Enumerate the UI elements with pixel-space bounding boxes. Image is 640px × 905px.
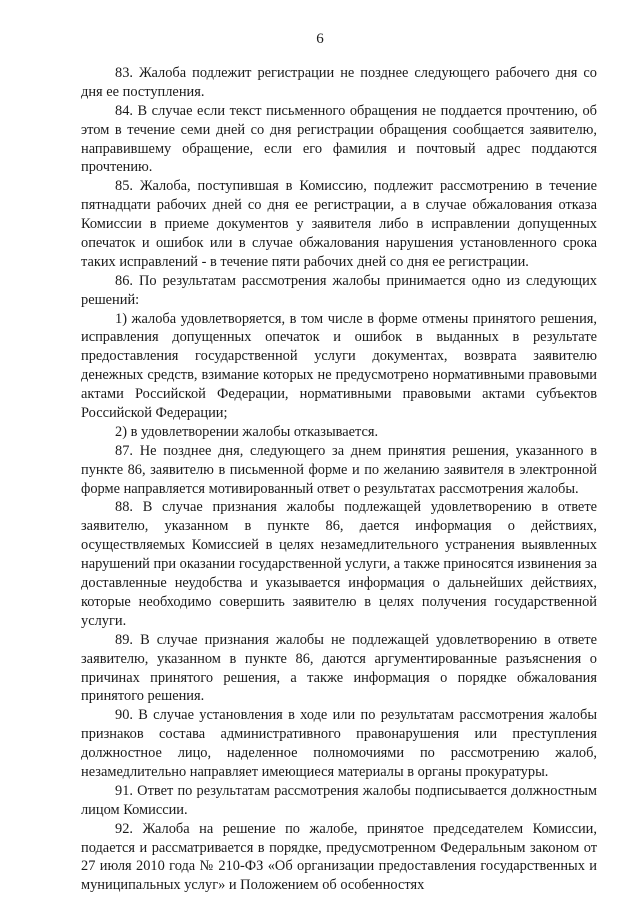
paragraph-84: 84. В случае если текст письменного обращения не поддается прочтению, об этом в течение семи дней со дня регистрации обращения сообщается заявителю, направившему обращение, если его фамилия и почтовый адрес поддаются прочтению. <box>81 102 597 176</box>
paragraph-86-item-1: 1) жалоба удовлетворяется, в том числе в форме отмены принятого решения, исправления допущенных опечаток и ошибок в выданных в результате предоставления государственной услуги документах, возврата заявителю денежных средств, взимание которых не предусмотрено нормативными правовыми актами Российской Федерации, нормативными правовыми актами субъектов Российской Федерации; <box>81 310 597 422</box>
paragraph-89: 89. В случае признания жалобы не подлежащей удовлетворению в ответе заявителю, указанном в пункте 86, даются аргументированные разъяснения о причинах принятого решения, а также информация о порядке обжалования принятого решения. <box>81 631 597 705</box>
document-body <box>81 64 597 895</box>
paragraph-85: 85. Жалоба, поступившая в Комиссию, подлежит рассмотрению в течение пятнадцати рабочих дней со дня ее регистрации, а в случае обжалования отказа Комиссии в приеме документов у заявителя либо в исправлении допущенных опечаток и ошибок или в случае обжалования нарушения установленного срока таких исправлений - в течение пяти рабочих дней со дня ее регистрации. <box>81 178 597 270</box>
paragraph-83: 83. Жалоба подлежит регистрации не позднее следующего рабочего дня со дня ее поступления. <box>81 65 597 100</box>
paragraph-91: 91. Ответ по результатам рассмотрения жалобы подписывается должностным лицом Комиссии. <box>81 782 597 818</box>
paragraph-87: 87. Не позднее дня, следующего за днем принятия решения, указанного в пункте 86, заявителю в письменной форме и по желанию заявителя в электронной форме направляется мотивированный ответ о результатах рассмотрения жалобы. <box>81 442 597 497</box>
page-number: 6 <box>316 31 324 47</box>
paragraph-86-item-2: 2) в удовлетворении жалобы отказывается. <box>115 423 379 440</box>
paragraph-86: 86. По результатам рассмотрения жалобы принимается одно из следующих решений: <box>81 272 597 308</box>
paragraph-92: 92. Жалоба на решение по жалобе, принятое председателем Комиссии, подается и рассматривается в порядке, предусмотренном Федеральным законом от 27 июля 2010 года № 210-ФЗ «Об организации предоставления государственных и муниципальных услуг» и Положением об особенностях <box>81 820 597 894</box>
paragraph-88: 88. В случае признания жалобы подлежащей удовлетворению в ответе заявителю, указанном в пункте 86, дается информация о действиях, осуществляемых Комиссией в целях незамедлительного устранения выявленных нарушений при оказании государственной услуги, а также приносятся извинения за доставленные неудобства и указывается информация о дальнейших действиях, которые необходимо совершить заявителю в целях получения государственной услуги. <box>81 499 597 629</box>
paragraph-90: 90. В случае установления в ходе или по результатам рассмотрения жалобы признаков состава административного правонарушения или преступления должностное лицо, наделенное полномочиями по рассмотрению жалоб, незамедлительно направляет имеющиеся материалы в органы прокуратуры. <box>81 707 597 780</box>
